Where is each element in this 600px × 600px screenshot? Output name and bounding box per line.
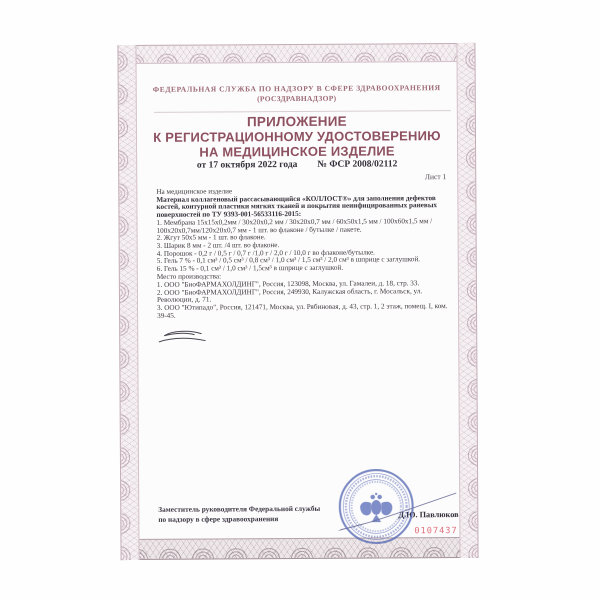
ornamental-border-bottom [120,537,478,560]
production-heading: Место производства: [156,272,222,282]
sheet-number: Лист 1 [424,172,447,182]
serial-number: 0107437 [414,526,458,537]
product-item: 6. Гель 15 % - 0,1 см³ / 1,0 см³ / 1,5см³ в шприце с заглушкой. [156,263,344,273]
page-title-line3: НА МЕДИЦИНСКОЕ ИЗДЕЛИЕ [199,143,395,160]
production-site: 3. ООО "Ютипадо", Россия, 121471, Москва, ул. Рябиновая, д. 43, стр. 1, 2 этаж, помещ. I, ком. 39-45. [157,301,448,320]
handwritten-mark [155,329,209,349]
signature-stroke [328,483,470,540]
page-title: ПРИЛОЖЕНИЕ [246,113,347,130]
page-title-line2: К РЕГИСТРАЦИОННОМУ УДОСТОВЕРЕНИЮ [153,128,441,145]
certificate-sheet [117,43,478,560]
registration-number: № ФСР 2008/02112 [317,159,398,170]
issue-date: от 17 октября 2022 года [196,160,298,171]
production-site: 1. ООО "БиоФАРМАХОЛДИНГ", Россия, 123098, Москва, ул. Гамалеи, д. 18, стр. 33. [156,279,420,289]
signer-title-line2: по надзору в сфере здравоохранения [158,513,279,524]
product-item: 4. Порошок - 0,2 г / 0,5 г / 0,7 г /1,0 г / 2,0 г / 10,0 г во флаконе/бутылке. [156,248,376,258]
signer-name: Д.Ю. Павлюков [398,510,459,520]
intro-line: На медицинское изделие [156,187,233,196]
product-item: 5. Гель 7 % - 0,1 см³ / 0,5 см³ / 0,8 см³ / 1,0 см³ / 1,5 см³ / 2,0 см³ в шприце с заглушкой. [156,255,421,265]
product-item: 3. Шарик 8 мм - 2 шт. /4 шт. во флаконе. [156,240,280,250]
agency-name: ФЕДЕРАЛЬНАЯ СЛУЖБА ПО НАДЗОРУ В СФЕРЕ ЗДРАВООХРАНЕНИЯ [152,83,441,94]
signer-title-line1: Заместитель руководителя Федеральной службы [158,503,321,514]
product-item: 2. Жгут 50х5 мм - 1 шт. во флаконе. [156,233,266,243]
document-body [156,187,456,320]
production-site: 2. ООО "БиоФАРМАХОЛДИНГ", Россия, 249930, Калужская область, г. Мосальск, ул. Революции, д. 71. [156,286,423,305]
ornamental-border-top [117,43,475,64]
product-item: 1. Мембрана 15х15х0,2мм / 30х20х0,2 мм / 30х20х0,7 мм / 60х50х1,5 мм / 100х60х1,5 мм / 100х20х0,7мм/120х20х0,7 мм - 1 шт. во флаконе / бутылке / пакете. [156,217,433,235]
product-description: Материал коллагеновый рассасывающийся «КОЛЛОСТ®» для заполнения дефектов костей, контурной пластики мягких тканей и покрытия неинфицированных раневых поверхностей по ТУ 9393-001-56533116-2015: [156,193,438,219]
agency-short-name: (РОСЗДРАВНАДЗОР) [257,93,337,104]
